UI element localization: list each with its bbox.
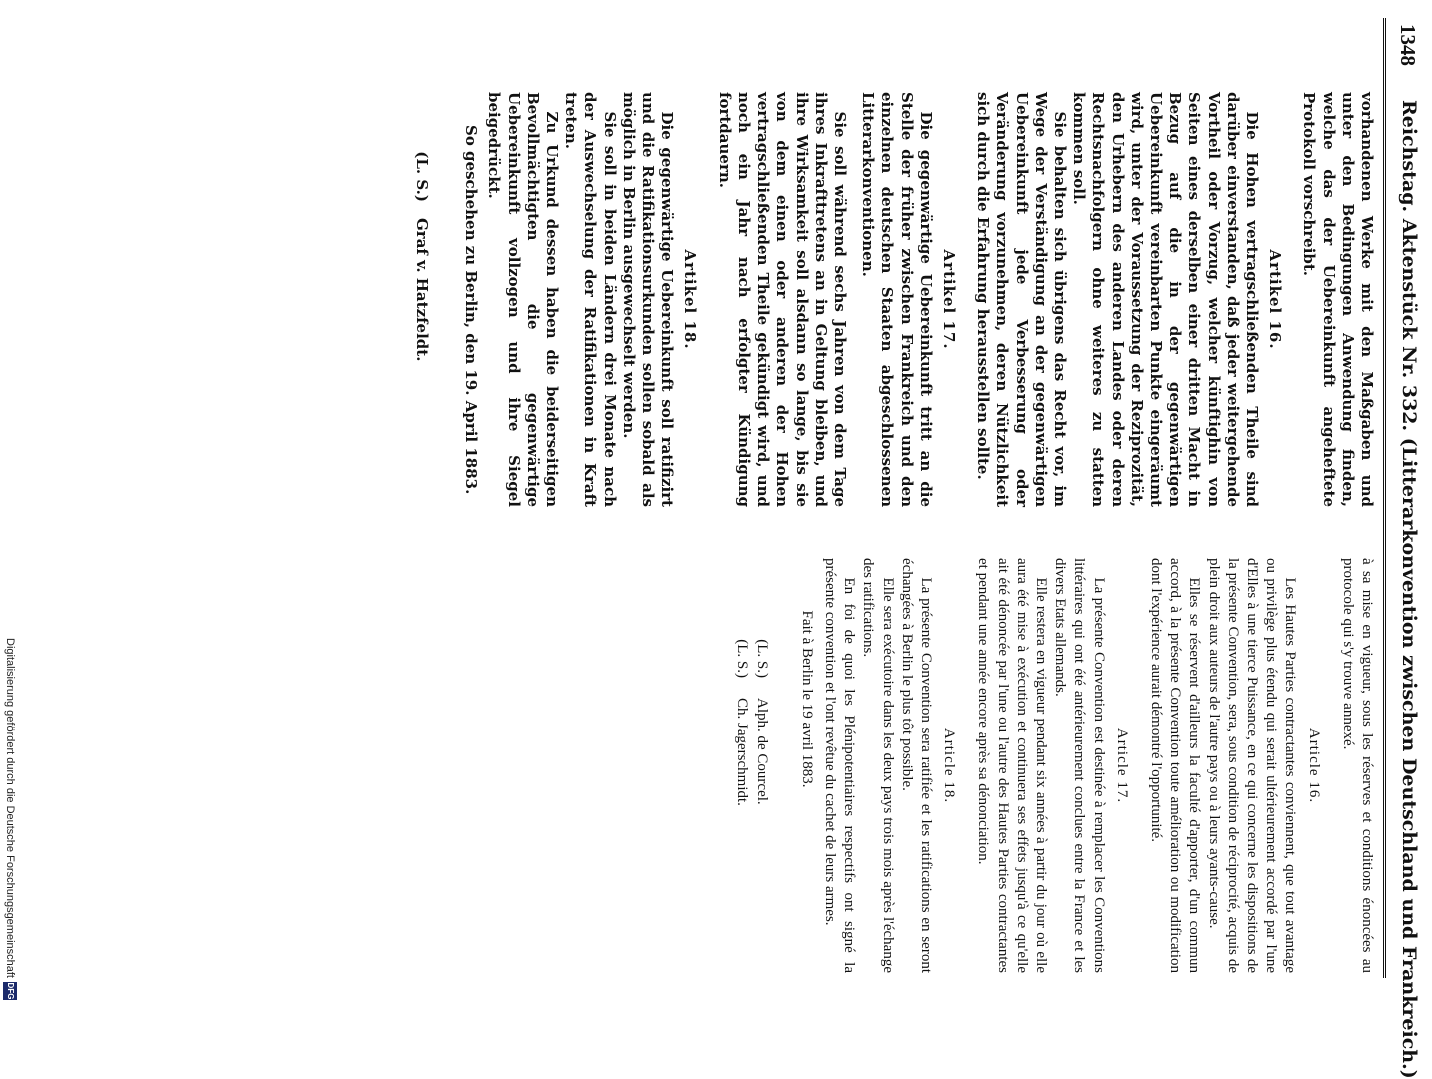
header-rule	[1383, 18, 1386, 978]
running-title: Reichstag. Aktenstück Nr. 332. (Litterarkonvention zwischen Deutschland und Frankreich.)	[1398, 100, 1420, 1079]
french-article-16-title: Article 16.	[1305, 727, 1322, 804]
german-closing: So geschehen zu Berlin, den 19. April 1883.	[462, 125, 481, 495]
german-article-16-paragraph-2: Sie behalten sich übrigens das Recht vor, im Wege der Verständigung an der gegenwärtigen Uebereinkunft jede Verbesserung oder Veränderung vorzunehmen, deren Nützlichkeit sich durch die Erfahrung herausstellen sollte.	[974, 92, 1069, 507]
german-article-17-title: Artikel 17.	[939, 249, 958, 350]
dfg-logo: DFG	[3, 982, 17, 1000]
french-signatory-1: Alph. de Courcel.	[753, 698, 770, 805]
german-article-17-paragraph-1: Die gegenwärtige Uebereinkunft tritt an die Stelle der früher zwischen Frankreich und den einzelnen deutschen Staaten abgeschlossenen Litterarkonventionen.	[859, 92, 935, 507]
french-article-18-title: Article 18.	[941, 727, 958, 804]
german-article-17-paragraph-2: Sie soll während sechs Jahren von dem Tage ihres Inkrafttretens an in Geltung bleiben, und ihre Wirksamkeit soll alsdann so lange, bis sie von dem einen oder anderen der Hohen vertragschließenden Theile gekündigt wird, und noch ein Jahr nach erfolgter Kündigung fortdauern.	[715, 92, 849, 507]
german-article-16-title: Artikel 16.	[1266, 249, 1285, 350]
german-signatory: Graf v. Hatzfeldt.	[413, 218, 432, 362]
german-column	[412, 92, 1376, 507]
german-article-16-paragraph-1: Die Hohen vertragschließenden Theile sind darüber einverstanden, daß jeder weitergehende Vortheil oder Vorzug, welcher künftighin von Seiten eines derselben einer dritten Macht in Bezug auf die in der gegenwärtigen Uebereinkunft vereinbarten Punkte eingeräumt wird, unter der Voraussetzung der Reziprozität, den Urhebern des anderen Landes oder deren Rechtsnachfolgern ohne weiteres zu statten kommen soll.	[1070, 92, 1261, 507]
french-article-17-paragraph-1: La présente Convention est destinée à remplacer les Conventions littéraires qui ont été antérieurement conclues entre la France et les divers Etats allemands.	[1052, 558, 1107, 973]
german-article-18-title: Artikel 18.	[681, 249, 700, 350]
german-signature	[412, 92, 431, 507]
page-number: 1348	[1396, 24, 1420, 66]
french-article-18-paragraph-3: En foi de quoi les Plénipotentiaires respectifs ont signé la présente convention et l'ont revêtue du cachet de leurs armes.	[821, 558, 858, 973]
french-seal-mark-2: (L. S.)	[734, 639, 751, 678]
german-intro: vorhandenen Werke mit den Maßgaben und unter den Bedingungen Anwendung finden, welche das der Uebereinkunft angeheftete Protokoll vorschreibt.	[1300, 92, 1376, 507]
french-signature-2	[732, 558, 751, 973]
french-signatory-2: Ch. Jagerschmidt.	[734, 698, 751, 806]
german-article-18-paragraph-2: Sie soll in beiden Ländern drei Monate nach der Auswechselung der Ratifikationen in Kraft treten.	[562, 92, 619, 507]
french-article-17-paragraph-2: Elle restera en vigueur pendant six années à partir du jour où elle aura été mise à exécution et continuera ses effets jusqu'à ce qu'elle ait été dénoncée par l'une ou l'autre des Hautes Parties contractantes et pendant une année encore après sa dénonciation.	[975, 558, 1049, 973]
french-intro: à sa mise en vigueur, sous les réserves et conditions énoncées au protocole qui s'y trouve annexé.	[1339, 558, 1375, 973]
german-article-18-paragraph-1: Die gegenwärtige Uebereinkunft soll ratifizirt und die Ratifikationsurkunden sollen sobald als möglich in Berlin ausgewechselt werden.	[619, 92, 677, 507]
german-article-18-paragraph-3: Zu Urkund dessen haben die beiderseitigen Bevollmächtigten die gegenwärtige Uebereinkunft vollzogen und ihre Siegel beigedrückt.	[485, 92, 562, 507]
french-article-16-paragraph-1: Les Hautes Parties contractantes conviennent, que tout avantage ou privilège plus étendu qui serait ultérieurement accordé par l'une d'Elles à une tierce Puissance, en ce qui concerne les dispositions de la présente Convention, sera, sous condition de réciprocité, acquis de plein droit aux auteurs de l'autre pays ou à leurs ayants-cause.	[1205, 558, 1299, 973]
funding-footer	[0, 0, 20, 1000]
french-article-16-paragraph-2: Elles se réservent d'ailleurs la faculté d'apporter, d'un commun accord, à la présente Convention toute amélioration ou modification dont l'expérience aurait démontré l'opportunité.	[1147, 558, 1203, 973]
french-signature-1	[751, 558, 770, 973]
french-column	[732, 558, 1376, 973]
french-article-17-title: Article 17.	[1113, 727, 1130, 804]
funding-text: Digitalisierung gefördert durch die Deutsche Forschungsgemeinschaft	[4, 638, 16, 978]
french-seal-mark-1: (L. S.)	[753, 639, 770, 678]
french-closing: Fait à Berlin le 19 avril 1883.	[798, 610, 815, 788]
german-seal-mark: (L. S.)	[413, 151, 432, 202]
french-article-18-paragraph-2: Elle sera exécutoire dans les deux pays trois mois après l'échange des ratifications.	[860, 558, 896, 973]
french-article-18-paragraph-1: La présente Convention sera ratifiée et les ratifications en seront échangées à Berlin le plus tôt possible.	[898, 558, 934, 973]
